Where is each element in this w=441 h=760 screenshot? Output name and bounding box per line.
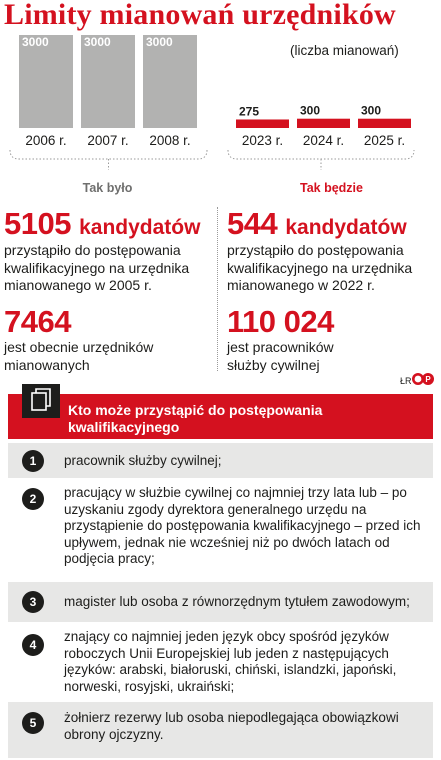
- item-number-badge: 4: [22, 634, 44, 656]
- item-text: magister lub osoba z równorzędnym tytułem zawodowym;: [64, 594, 410, 609]
- stat-employees-desc: jest pracowników służby cywilnej: [227, 339, 334, 373]
- list-item: [8, 582, 433, 622]
- panel-bracket: [228, 150, 414, 159]
- bar-value-label: 3000: [22, 35, 49, 49]
- item-number-badge: 1: [22, 450, 44, 472]
- documents-icon: [22, 384, 60, 418]
- stat-candidates-before-desc: przystąpiło do postępowania kwalifikacyjnego na urzędnika mianowanego w 2005 r.: [4, 242, 190, 293]
- list-item: [8, 702, 433, 758]
- item-text: pracujący w służbie cywilnej co najmniej trzy lata lub – po uzyskaniu zgody dyrektora generalnego urzędu na przystąpienie do postępowania kwalifikacyjnego – przed ich upływem, jednak nie wcześniej niż po dwóch latach od podjęcia pracy;: [64, 485, 421, 566]
- bar: [358, 119, 411, 128]
- stat-officials-number: 7464: [4, 304, 71, 339]
- item-text: znający co najmniej jeden język obcy spośród języków roboczych Unii Europejskiej lub jeden z następujących języków: arabski, białoruski, chiński, islandzki, japoński, norweski, rosyjski, ukraiński;: [64, 629, 397, 694]
- page-title: Limity mianowań urzędników: [4, 0, 396, 31]
- column-divider: [217, 207, 218, 371]
- category-tick-label: 2024 r.: [302, 133, 345, 148]
- category-tick-label: 2023 r.: [241, 133, 284, 148]
- list-item: [8, 478, 433, 582]
- bar-value-label: 3000: [84, 35, 111, 49]
- item-number-badge: 2: [22, 488, 44, 510]
- category-tick-label: 2007 r.: [87, 133, 129, 148]
- bar: [297, 119, 350, 128]
- bar-value-label: 300: [361, 103, 382, 118]
- panel-bracket: [10, 150, 207, 159]
- bar-charts: [0, 0, 441, 200]
- publisher-logo-icon: [412, 372, 434, 386]
- bar-value-label: 300: [300, 103, 321, 118]
- stat-candidates-before-unit: kandydatów: [79, 216, 201, 239]
- banner: [8, 394, 433, 439]
- item-number-badge: 5: [22, 712, 44, 734]
- category-tick-label: 2006 r.: [25, 133, 67, 148]
- banner-title: Kto może przystąpić do postępowania kwalifikacyjnego: [68, 402, 323, 435]
- unit-note: (liczba mianowań): [290, 43, 399, 58]
- bar: [236, 119, 289, 128]
- stat-candidates-after-desc: przystąpiło do postępowania kwalifikacyjnego na urzędnika mianowanego w 2022 r.: [227, 242, 413, 293]
- stat-candidates-before-number: 5105: [4, 206, 71, 241]
- list-item: [8, 622, 433, 702]
- list-item: [8, 443, 433, 478]
- stat-candidates-after-number: 544: [227, 206, 278, 241]
- stat-candidates-after: [227, 208, 407, 239]
- stat-candidates-before: [4, 208, 200, 239]
- panel-label-before: Tak było: [82, 181, 133, 195]
- banner-icon-box: [22, 384, 60, 418]
- category-tick-label: 2008 r.: [149, 133, 191, 148]
- item-text: żołnierz rezerwy lub osoba niepodlegająca obowiązkowi obrony ojczyzny.: [64, 710, 399, 742]
- stat-employees-number: 110 024: [227, 304, 334, 339]
- author-credit: ŁR: [400, 376, 412, 386]
- chart-after: [228, 104, 414, 170]
- stat-officials-desc: jest obecnie urzędników mianowanych: [4, 339, 154, 373]
- bar-value-label: 275: [239, 104, 260, 119]
- panel-label-after: Tak będzie: [300, 181, 363, 195]
- stat-candidates-after-unit: kandydatów: [285, 216, 407, 239]
- category-tick-label: 2025 r.: [363, 133, 406, 148]
- item-text: pracownik służby cywilnej;: [64, 453, 222, 468]
- chart-before: [10, 35, 207, 170]
- item-number-badge: 3: [22, 591, 44, 613]
- svg-text:P: P: [425, 375, 431, 384]
- bar-value-label: 3000: [146, 35, 173, 49]
